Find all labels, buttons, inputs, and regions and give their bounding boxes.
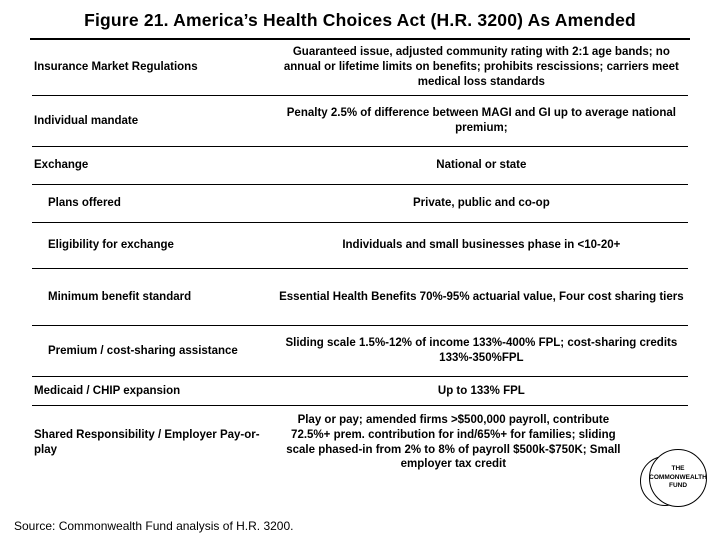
- row-value: Individuals and small businesses phase in <10-20+: [342, 239, 621, 252]
- row-label: Insurance Market Regulations: [34, 61, 198, 74]
- row-value: Private, public and co-op: [412, 197, 550, 210]
- row-label: Medicaid / CHIP expansion: [34, 384, 181, 397]
- logo-text-line2: COMMONWEALTH: [649, 473, 707, 481]
- table-row-insurance-market-regulations: [32, 40, 688, 96]
- row-label: Eligibility for exchange: [48, 239, 174, 252]
- row-value: Up to 133% FPL: [437, 384, 525, 397]
- table-row-individual-mandate: [32, 96, 688, 147]
- row-label: Premium / cost-sharing assistance: [48, 344, 238, 357]
- page-title: Figure 21. America’s Health Choices Act (H.R. 3200) As Amended: [84, 10, 636, 30]
- table-row-eligibility-for-exchange: [32, 223, 688, 269]
- row-label: Minimum benefit standard: [48, 290, 192, 303]
- table-row-medicaid-chip-expansion: [32, 377, 688, 406]
- row-value: Sliding scale 1.5%-12% of income 133%-400% FPL; cost-sharing credits 133%-350%FPL: [285, 337, 678, 364]
- logo-text: [649, 465, 707, 491]
- row-label: Exchange: [34, 159, 89, 172]
- row-value: Penalty 2.5% of difference between MAGI and GI up to average national premium;: [286, 107, 676, 134]
- policy-table: [32, 40, 688, 479]
- row-label: Shared Responsibility / Employer Pay-or-play: [34, 429, 260, 456]
- row-value: National or state: [436, 159, 527, 172]
- logo-text-line1: THE: [671, 464, 685, 472]
- row-label: Plans offered: [48, 197, 121, 210]
- row-value: Guaranteed issue, adjusted community rating with 2:1 age bands; no annual or lifetime limits on benefits; prohibits rescissions; carriers meet medical loss standards: [283, 46, 679, 88]
- commonwealth-fund-logo: [649, 449, 707, 507]
- table-row-plans-offered: [32, 185, 688, 223]
- row-label: Individual mandate: [34, 114, 139, 127]
- table-row-exchange: [32, 147, 688, 185]
- table-row-minimum-benefit-standard: [32, 269, 688, 326]
- logo-text-line3: FUND: [668, 482, 688, 490]
- table-row-shared-responsibility: [32, 406, 688, 479]
- table-row-premium-cost-sharing-assistance: [32, 326, 688, 377]
- row-value: Essential Health Benefits 70%-95% actuarial value, Four cost sharing tiers: [279, 290, 684, 303]
- row-value: Play or pay; amended firms >$500,000 payroll, contribute 72.5%+ prem. contribution for ind/65%+ for families; sliding scale phased-in from 2% to 8% of payroll $500k-$750K; Small employer tax credit: [286, 413, 621, 471]
- source-note: Source: Commonwealth Fund analysis of H.R. 3200.: [14, 519, 294, 533]
- logo-circle: [649, 449, 707, 507]
